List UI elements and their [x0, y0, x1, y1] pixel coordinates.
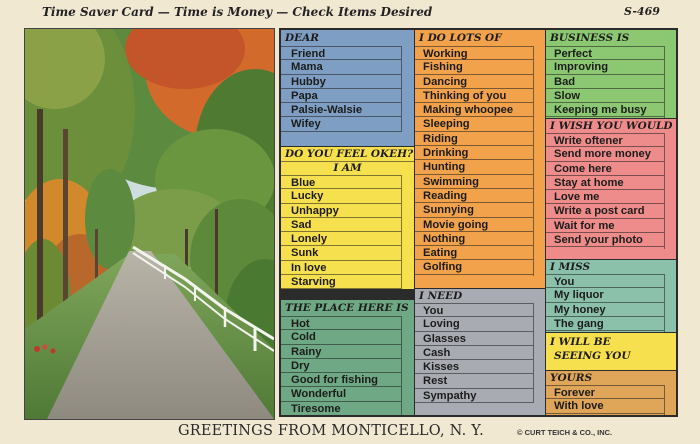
checklist-item[interactable]: Improving	[546, 60, 664, 74]
checklist-item[interactable]: Mama	[281, 60, 401, 74]
checklist-item[interactable]: Loving	[415, 317, 533, 331]
section-yours-title: YOURS	[550, 372, 593, 384]
checklist-item[interactable]: Sad	[281, 218, 401, 232]
checklist-item[interactable]: Tiresome	[281, 402, 401, 415]
checklist-item[interactable]: Lucky	[281, 189, 401, 203]
checklist-item[interactable]: My honey	[546, 303, 664, 317]
checklist-item[interactable]: Movie going	[415, 218, 533, 232]
seeing-line-2: SEEING YOU	[554, 350, 631, 362]
checklist-item[interactable]: Fishing	[415, 60, 533, 74]
checklist-grid	[279, 28, 678, 417]
checklist-item[interactable]: Wifey	[281, 117, 401, 131]
section-wish-title: I WISH YOU WOULD	[550, 120, 673, 132]
checklist-item[interactable]: Unhappy	[281, 204, 401, 218]
business-list	[546, 46, 664, 117]
checklist-item[interactable]: Send your photo	[546, 233, 664, 247]
checklist-item[interactable]: Papa	[281, 89, 401, 103]
wish-list	[546, 133, 664, 247]
checklist-item[interactable]: Making whoopee	[415, 103, 533, 117]
checklist-item[interactable]: With love	[546, 399, 664, 413]
section-business-title: BUSINESS IS	[550, 32, 630, 44]
section-feel	[281, 147, 414, 289]
checklist-item[interactable]: Blue	[281, 175, 401, 189]
copyright-text: © CURT TEICH & CO., INC.	[517, 428, 613, 437]
checklist-item[interactable]: My liquor	[546, 288, 664, 302]
section-dear	[281, 30, 414, 146]
checklist-item[interactable]: Wonderful	[281, 387, 401, 401]
checklist-item[interactable]: Starving	[281, 275, 401, 289]
checklist-item[interactable]: In love	[281, 261, 401, 275]
section-dear-title: DEAR	[285, 32, 319, 44]
section-need	[415, 289, 545, 415]
section-seeing[interactable]	[546, 333, 676, 370]
section-place-title: THE PLACE HERE IS	[285, 302, 409, 314]
checklist-item[interactable]: Keeping me busy	[546, 103, 664, 117]
dear-list	[281, 46, 401, 132]
checklist-item[interactable]: Eating	[415, 246, 533, 260]
checklist-item[interactable]: Working	[415, 46, 533, 60]
checklist-item[interactable]: Slow	[546, 89, 664, 103]
checklist-item[interactable]: Hot	[281, 316, 401, 330]
section-yours	[546, 371, 676, 415]
section-do-lots-title: I DO LOTS OF	[419, 32, 502, 44]
checklist-item[interactable]: Kisses	[415, 360, 533, 374]
yours-list	[546, 385, 664, 414]
checklist-item[interactable]: Swimming	[415, 175, 533, 189]
section-wish	[546, 119, 676, 259]
checklist-item[interactable]: Cash	[415, 346, 533, 360]
greeting-text: GREETINGS FROM MONTICELLO, N. Y.	[178, 423, 484, 439]
checklist-item[interactable]: Sunnying	[415, 203, 533, 217]
checklist-item[interactable]: Stay at home	[546, 176, 664, 190]
checklist-item[interactable]: Friend	[281, 46, 401, 60]
section-business	[546, 30, 676, 118]
checklist-item[interactable]: Sleeping	[415, 117, 533, 131]
card-code: S-469	[624, 5, 660, 18]
section-miss	[546, 260, 676, 332]
checklist-item[interactable]: You	[415, 303, 533, 317]
section-feel-title: DO YOU FEEL OKEH?	[285, 148, 414, 160]
checklist-item[interactable]: Rest	[415, 374, 533, 388]
section-do-lots	[415, 30, 545, 288]
checklist-item[interactable]: Write a post card	[546, 204, 664, 218]
checklist-item[interactable]: Write oftener	[546, 133, 664, 147]
checklist-item[interactable]: Lonely	[281, 232, 401, 246]
section-need-title: I NEED	[419, 290, 463, 302]
checklist-item[interactable]: Love me	[546, 190, 664, 204]
checklist-item[interactable]: Hunting	[415, 160, 533, 174]
checklist-item[interactable]: Drinking	[415, 146, 533, 160]
checklist-item[interactable]: Reading	[415, 189, 533, 203]
checklist-item[interactable]: Thinking of you	[415, 89, 533, 103]
seeing-line-1: I WILL BE	[550, 336, 611, 348]
checklist-item[interactable]: Glasses	[415, 332, 533, 346]
checklist-item[interactable]: Dancing	[415, 75, 533, 89]
section-feel-subtitle: I AM	[281, 161, 414, 175]
section-place	[281, 300, 414, 415]
checklist-item[interactable]: Forever	[546, 385, 664, 399]
miss-list	[546, 274, 664, 331]
checklist-item[interactable]: Wait for me	[546, 219, 664, 233]
need-list	[415, 303, 533, 403]
checklist-item[interactable]: Come here	[546, 162, 664, 176]
checklist-item[interactable]: Good for fishing	[281, 373, 401, 387]
checklist-item[interactable]: Dry	[281, 359, 401, 373]
section-miss-title: I MISS	[550, 261, 591, 273]
checklist-item[interactable]: Sympathy	[415, 389, 533, 403]
checklist-item[interactable]: Golfing	[415, 260, 533, 274]
checklist-item[interactable]: Hubby	[281, 75, 401, 89]
checklist-item[interactable]: Perfect	[546, 46, 664, 60]
checklist-item[interactable]: Riding	[415, 132, 533, 146]
checklist-item[interactable]: Nothing	[415, 232, 533, 246]
card-title: Time Saver Card — Time is Money — Check Items Desired	[42, 5, 433, 19]
checklist-item[interactable]: Sunk	[281, 246, 401, 260]
checklist-item[interactable]: Palsie-Walsie	[281, 103, 401, 117]
place-list	[281, 316, 401, 415]
feel-list	[281, 175, 401, 289]
checklist-item[interactable]: Bad	[546, 75, 664, 89]
checklist-item[interactable]: Cold	[281, 330, 401, 344]
checklist-item[interactable]: Send more money	[546, 147, 664, 161]
road-photo	[24, 28, 275, 420]
do-lots-list	[415, 46, 533, 275]
checklist-item[interactable]: Rainy	[281, 345, 401, 359]
checklist-item[interactable]: The gang	[546, 317, 664, 331]
checklist-item[interactable]: You	[546, 274, 664, 288]
